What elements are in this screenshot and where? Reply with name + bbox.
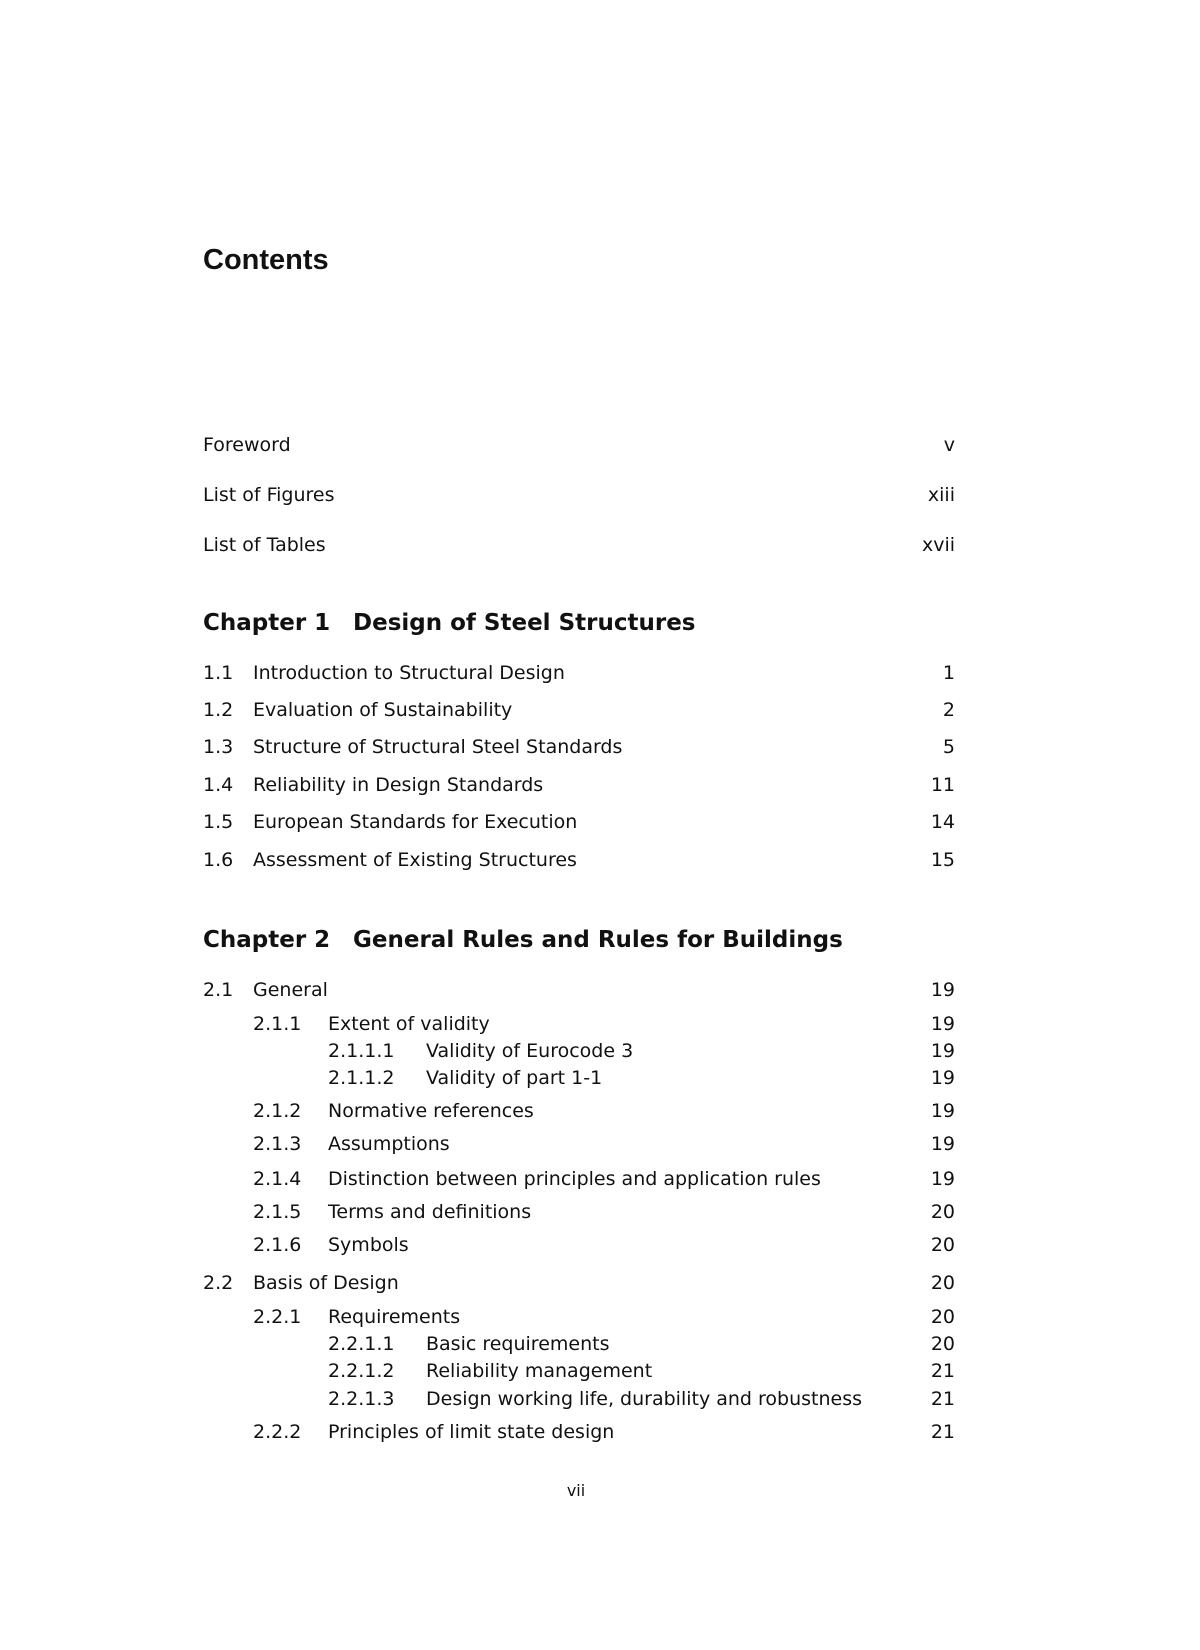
toc-entry-list-of-tables[interactable] <box>203 532 955 558</box>
toc-entry[interactable] <box>203 734 955 760</box>
toc-entry-number: 2.1.6 <box>253 1234 302 1256</box>
toc-entry-label: Requirements <box>328 1306 461 1328</box>
toc-entry-number: 1.4 <box>203 774 234 796</box>
toc-entry[interactable] <box>203 1166 955 1192</box>
toc-entry-page: 19 <box>930 1013 955 1035</box>
toc-entry-number: 1.5 <box>203 811 234 833</box>
toc-entry[interactable] <box>203 697 955 723</box>
toc-entry-label: Assumptions <box>328 1133 450 1155</box>
toc-entry-page: 15 <box>930 849 955 871</box>
toc-entry-label: List of Figures <box>203 484 335 506</box>
toc-entry-page: xvii <box>921 534 955 556</box>
toc-entry-page: 20 <box>930 1234 955 1256</box>
toc-entry-label: Terms and definitions <box>328 1201 532 1223</box>
toc-entry-number: 2.2 <box>203 1272 234 1294</box>
toc-entry-label: List of Tables <box>203 534 326 556</box>
toc-entry-label: Normative references <box>328 1100 534 1122</box>
toc-entry[interactable] <box>203 1098 955 1124</box>
toc-entry[interactable] <box>203 772 955 798</box>
toc-entry-page: 11 <box>930 774 955 796</box>
toc-entry-label: European Standards for Execution <box>253 811 578 833</box>
toc-entry-label: Evaluation of Sustainability <box>253 699 513 721</box>
toc-entry-label: Reliability management <box>426 1360 653 1382</box>
toc-entry[interactable] <box>203 1131 955 1157</box>
toc-entry-number: 1.6 <box>203 849 234 871</box>
toc-entry-page: 1 <box>942 662 955 684</box>
toc-entry-foreword[interactable] <box>203 432 955 458</box>
toc-entry-list-of-figures[interactable] <box>203 482 955 508</box>
toc-entry-number: 2.2.1.1 <box>328 1333 395 1355</box>
toc-entry-label: Reliability in Design Standards <box>253 774 544 796</box>
toc-entry-page: 19 <box>930 1133 955 1155</box>
toc-entry-number: 2.2.2 <box>253 1421 302 1443</box>
toc-entry-page: 21 <box>930 1388 955 1410</box>
toc-entry-label: General <box>253 979 328 1001</box>
toc-entry-label: Validity of Eurocode 3 <box>426 1040 634 1062</box>
toc-entry[interactable] <box>203 1199 955 1225</box>
toc-entry-number: 2.1.1.1 <box>328 1040 395 1062</box>
toc-entry[interactable] <box>203 660 955 686</box>
toc-entry-number: 2.1.4 <box>253 1168 302 1190</box>
toc-entry-page: 19 <box>930 1040 955 1062</box>
toc-entry-page: 2 <box>942 699 955 721</box>
page-number: vii <box>566 1481 586 1500</box>
toc-entry-label: Validity of part 1-1 <box>426 1067 603 1089</box>
toc-entry-page: 14 <box>930 811 955 833</box>
toc-entry-label: Basic requirements <box>426 1333 610 1355</box>
toc-entry-number: 2.2.1.3 <box>328 1388 395 1410</box>
page-title: Contents <box>203 244 329 276</box>
chapter-title: Design of Steel Structures <box>353 610 696 636</box>
toc-entry-page: 21 <box>930 1360 955 1382</box>
chapter-number: Chapter 1 <box>203 610 331 636</box>
chapter-title: General Rules and Rules for Buildings <box>353 927 843 953</box>
toc-entry-label: Design working life, durability and robustness <box>426 1388 863 1410</box>
toc-entry-number: 2.1.2 <box>253 1100 302 1122</box>
toc-entry-label: Structure of Structural Steel Standards <box>253 736 623 758</box>
toc-entry[interactable] <box>203 809 955 835</box>
toc-entry-number: 2.2.1 <box>253 1306 302 1328</box>
toc-entry[interactable] <box>203 1065 955 1091</box>
toc-entry-page: 20 <box>930 1201 955 1223</box>
toc-entry-page: 19 <box>930 1168 955 1190</box>
toc-entry[interactable] <box>203 1386 955 1412</box>
toc-entry-number: 2.1.3 <box>253 1133 302 1155</box>
toc-entry-page: 5 <box>942 736 955 758</box>
toc-entry-page: 19 <box>930 1100 955 1122</box>
toc-entry-label: Assessment of Existing Structures <box>253 849 577 871</box>
toc-entry[interactable] <box>203 1011 955 1037</box>
toc-entry[interactable] <box>203 1304 955 1330</box>
toc-entry-page: 19 <box>930 979 955 1001</box>
toc-entry-page: v <box>943 434 955 456</box>
toc-entry[interactable] <box>203 1232 955 1258</box>
toc-entry-label: Extent of validity <box>328 1013 490 1035</box>
toc-entry-number: 2.2.1.2 <box>328 1360 395 1382</box>
toc-entry-number: 2.1.1.2 <box>328 1067 395 1089</box>
toc-entry-number: 2.1 <box>203 979 234 1001</box>
toc-entry-number: 1.3 <box>203 736 234 758</box>
toc-entry-label: Basis of Design <box>253 1272 399 1294</box>
toc-entry-label: Foreword <box>203 434 291 456</box>
toc-entry[interactable] <box>203 847 955 873</box>
toc-entry-page: 20 <box>930 1306 955 1328</box>
toc-entry[interactable] <box>203 1331 955 1357</box>
toc-entry-page: 20 <box>930 1333 955 1355</box>
toc-entry[interactable] <box>203 1358 955 1384</box>
toc-entry-page: xiii <box>927 484 955 506</box>
toc-entry-label: Symbols <box>328 1234 409 1256</box>
toc-entry-page: 20 <box>930 1272 955 1294</box>
toc-entry-label: Distinction between principles and application rules <box>328 1168 821 1190</box>
toc-entry[interactable] <box>203 1038 955 1064</box>
toc-entry-label: Principles of limit state design <box>328 1421 615 1443</box>
toc-entry-number: 1.1 <box>203 662 234 684</box>
toc-entry-number: 1.2 <box>203 699 234 721</box>
toc-entry-page: 21 <box>930 1421 955 1443</box>
toc-entry[interactable] <box>203 1419 955 1445</box>
toc-entry-label: Introduction to Structural Design <box>253 662 565 684</box>
chapter-number: Chapter 2 <box>203 927 331 953</box>
toc-entry[interactable] <box>203 1270 955 1296</box>
toc-entry[interactable] <box>203 977 955 1003</box>
toc-entry-number: 2.1.1 <box>253 1013 302 1035</box>
toc-entry-number: 2.1.5 <box>253 1201 302 1223</box>
toc-entry-page: 19 <box>930 1067 955 1089</box>
